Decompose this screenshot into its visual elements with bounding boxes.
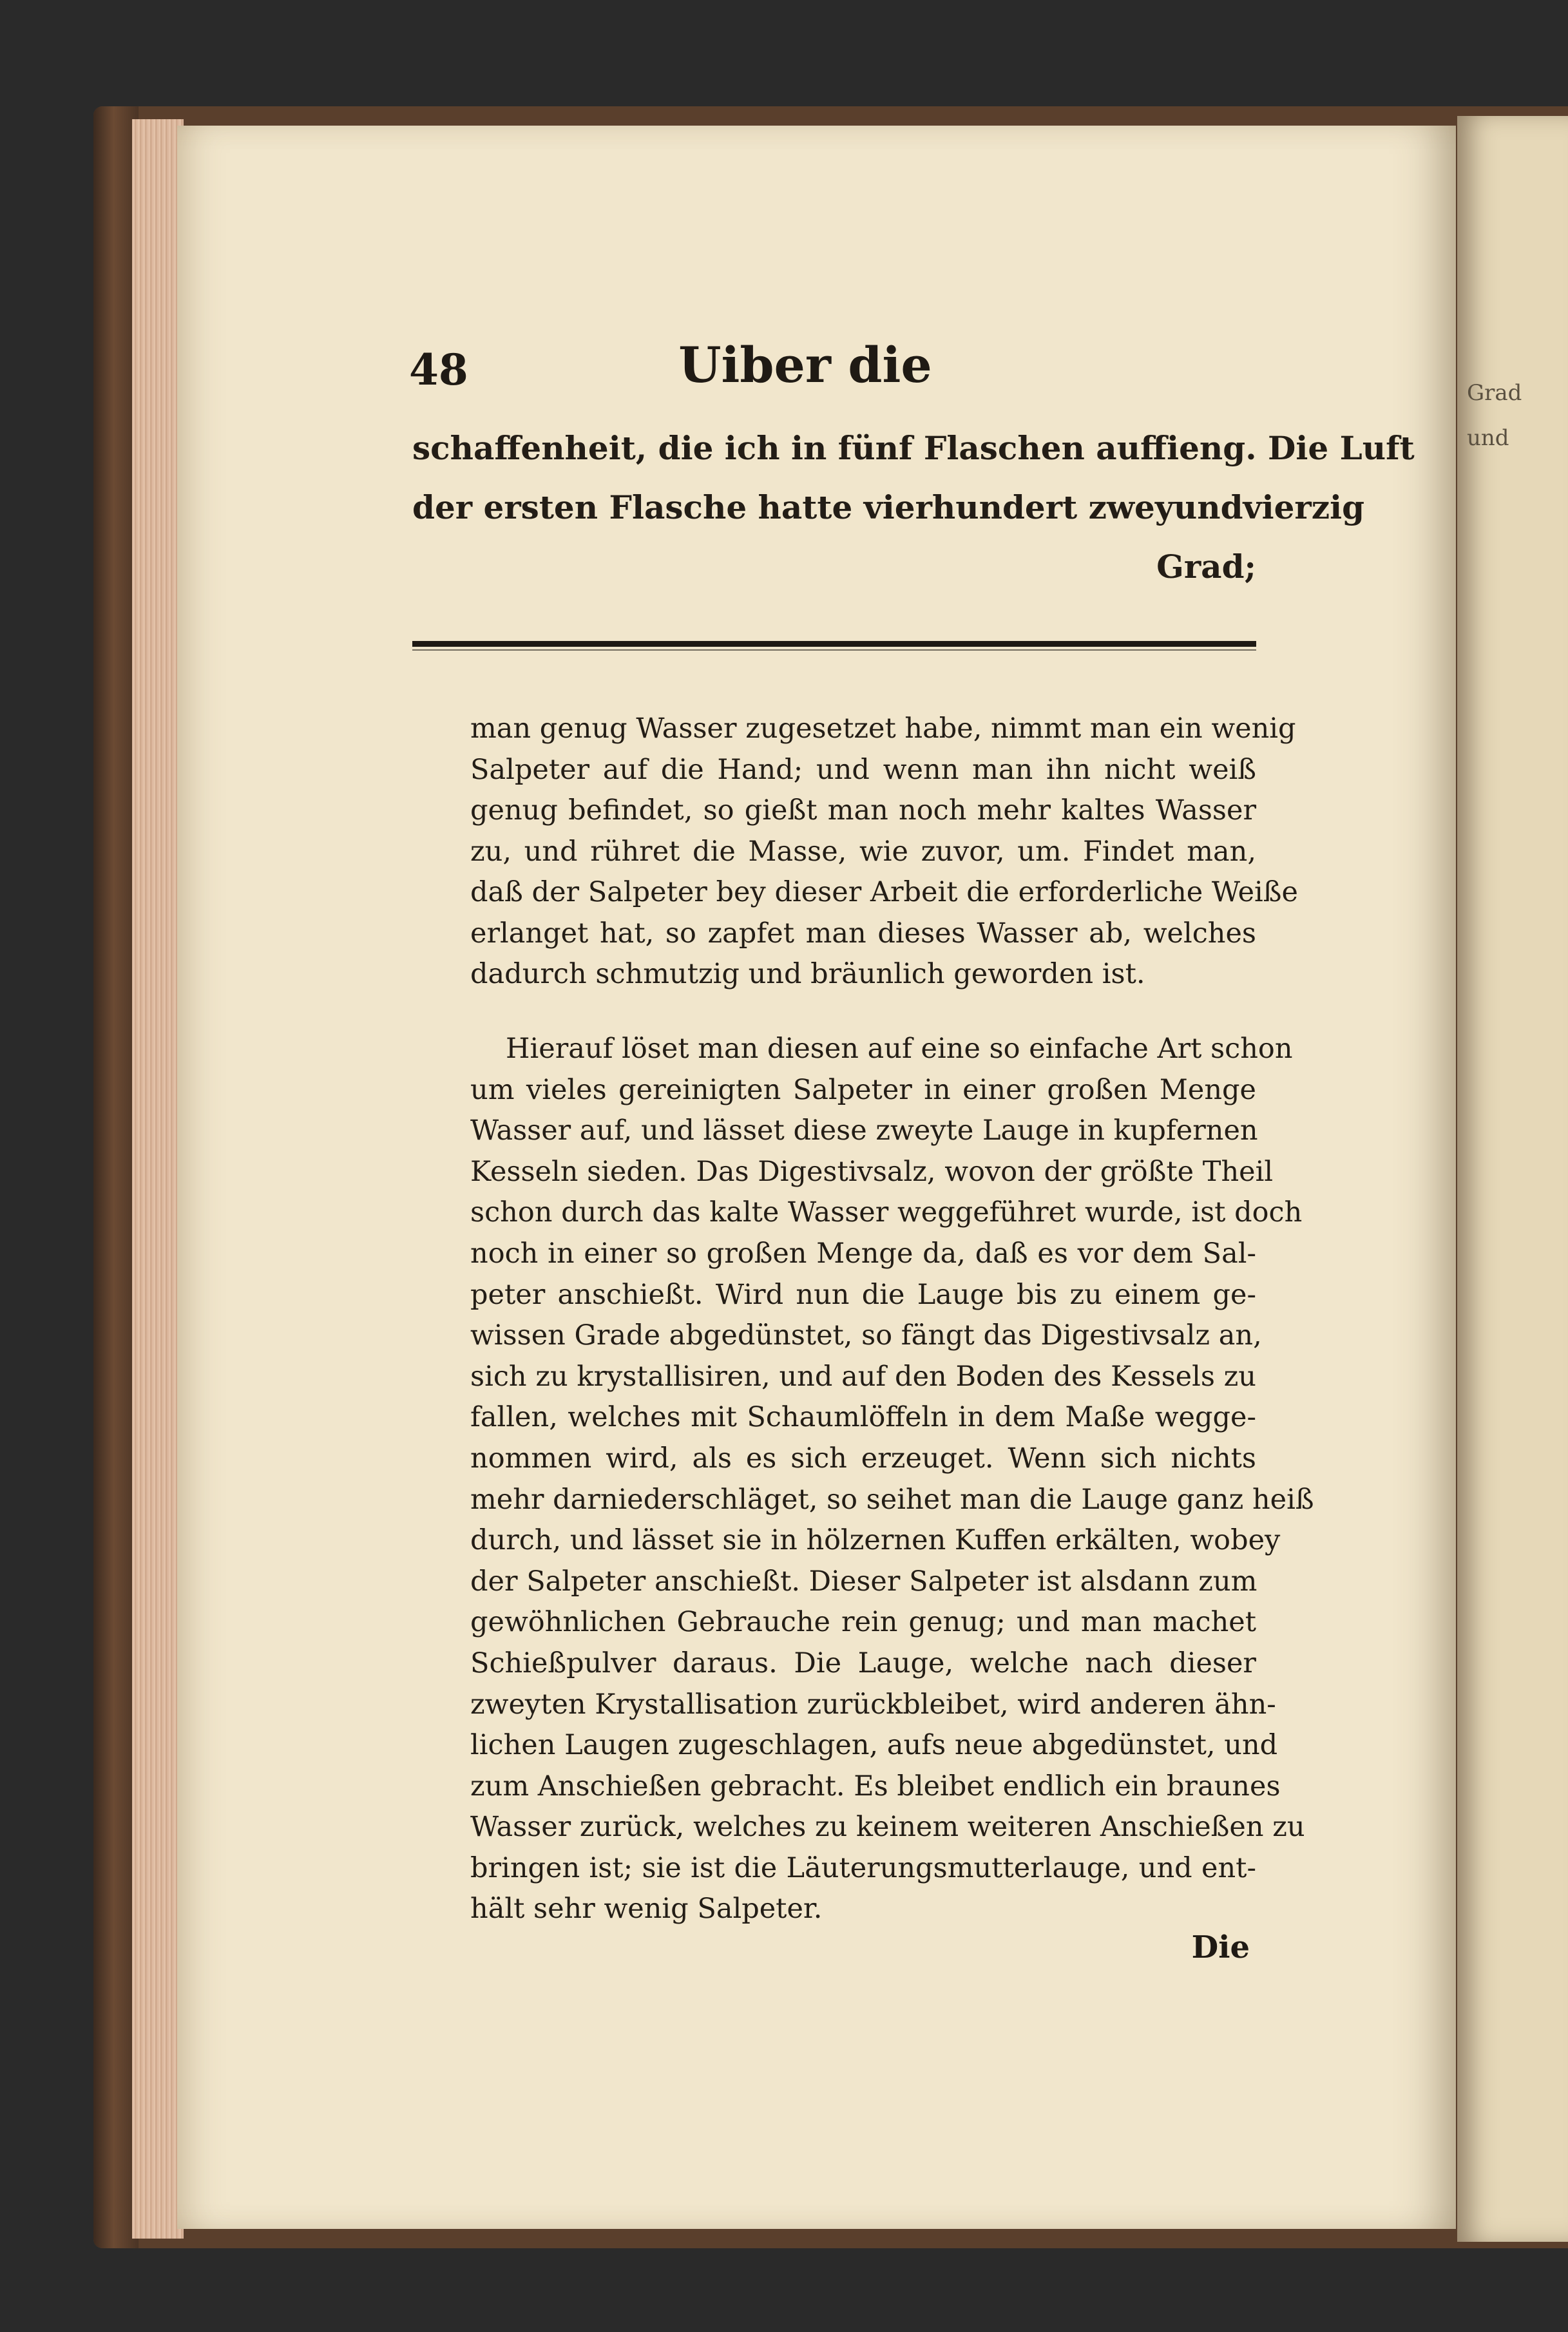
text-line: schaffenheit, die ich in fünf Flaschen auffieng. Die Luft <box>412 429 1415 467</box>
text-line: sich zu krystallisiren, und auf den Boden des Kessels zu <box>470 1360 1256 1393</box>
text-line: erlanget hat, so zapfet man dieses Wasser ab, welches <box>470 917 1256 950</box>
text-line: zu, und rühret die Masse, wie zuvor, um. Findet man, <box>470 835 1256 868</box>
text-line: der Salpeter anschießt. Dieser Salpeter ist alsdann zum <box>470 1565 1257 1598</box>
text-line: dadurch schmutzig und bräunlich geworden ist. <box>470 958 1145 990</box>
text-line: zum Anschießen gebracht. Es bleibet endlich ein braunes <box>470 1770 1281 1802</box>
text-line: genug befindet, so gießt man noch mehr kaltes Wasser <box>470 794 1256 827</box>
text-line: noch in einer so großen Menge da, daß es vor dem Sal- <box>470 1237 1256 1270</box>
page-number: 48 <box>409 345 468 395</box>
text-line: mehr darniederschläget, so seihet man die Lauge ganz heiß <box>470 1483 1314 1516</box>
text-line: bringen ist; sie ist die Läuterungsmutterlauge, und ent- <box>470 1851 1256 1884</box>
text-line: Kesseln sieden. Das Digestivsalz, wovon der größte Theil <box>470 1155 1274 1188</box>
text-line: Grad; <box>1156 548 1256 586</box>
text-line: peter anschießt. Wird nun die Lauge bis zu einem ge- <box>470 1278 1256 1311</box>
page-edges <box>132 119 184 2239</box>
catchword: Die <box>1191 1929 1250 1965</box>
text-line: um vieles gereinigten Salpeter in einer großen Menge <box>470 1073 1256 1106</box>
text-line: zweyten Krystallisation zurückbleibet, wird anderen ähn- <box>470 1688 1276 1721</box>
upper-text-block <box>412 419 1415 597</box>
text-line: lichen Laugen zugeschlagen, aufs neue abgedünstet, und <box>470 1729 1278 1762</box>
section-divider <box>412 641 1256 647</box>
text-line: fallen, welches mit Schaumlöffeln in dem Maße wegge- <box>470 1401 1256 1434</box>
text-line: daß der Salpeter bey dieser Arbeit die erforderliche Weiße <box>470 876 1298 908</box>
paragraph-2 <box>470 1029 1314 1930</box>
text-line: Schießpulver daraus. Die Lauge, welche nach dieser <box>470 1647 1256 1679</box>
facing-page-fragment: Grad <box>1467 380 1522 406</box>
text-line: gewöhnlichen Gebrauche rein genug; und man machet <box>470 1606 1256 1639</box>
facing-page <box>1457 116 1568 2242</box>
text-line: man genug Wasser zugesetzet habe, nimmt man ein wenig <box>470 712 1296 745</box>
text-line: Wasser auf, und lässet diese zweyte Lauge in kupfernen <box>470 1114 1258 1147</box>
running-head: Uiber die <box>678 336 932 394</box>
text-line: hält sehr wenig Salpeter. <box>470 1893 823 1926</box>
text-line: Wasser zurück, welches zu keinem weiteren Anschießen zu <box>470 1811 1305 1844</box>
text-line: Hierauf löset man diesen auf eine so einfache Art schon <box>506 1033 1293 1065</box>
text-line: schon durch das kalte Wasser weggeführet wurde, ist doch <box>470 1196 1303 1229</box>
text-line: durch, und lässet sie in hölzernen Kuffen erkälten, wobey <box>470 1524 1281 1557</box>
text-line: Salpeter auf die Hand; und wenn man ihn nicht weiß <box>470 753 1256 786</box>
facing-page-fragment: und <box>1467 425 1509 451</box>
section-divider-thin <box>412 649 1256 651</box>
text-line: der ersten Flasche hatte vierhundert zweyundvierzig <box>412 488 1365 526</box>
paragraph-1 <box>470 709 1298 995</box>
text-line: nommen wird, als es sich erzeuget. Wenn sich nichts <box>470 1442 1256 1475</box>
text-line: wissen Grade abgedünstet, so fängt das Digestivsalz an, <box>470 1319 1262 1352</box>
